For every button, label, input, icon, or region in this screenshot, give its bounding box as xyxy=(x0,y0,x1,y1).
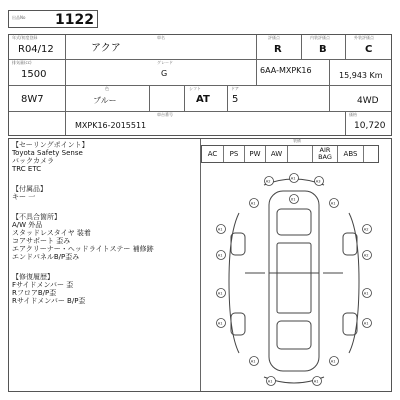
grade-value: G xyxy=(161,69,168,78)
transmission-value: AT xyxy=(196,94,210,105)
damage-mark-text: A1 xyxy=(363,321,369,326)
damage-mark-text: A1 xyxy=(217,227,223,232)
defect-item: エンドパネルB/P歪み xyxy=(12,253,80,261)
evaluation-label: 評価点 xyxy=(268,35,280,40)
repair-item: Fサイドメンバー 歪 xyxy=(12,281,74,289)
defect-item: エアクリーナー・ヘッドライトステー 補修跡 xyxy=(12,245,154,253)
mileage-value: 15,943 Km xyxy=(339,71,383,80)
year-label: 年式/初度登録 xyxy=(12,35,38,40)
accessories-title: 【付属品】 xyxy=(12,185,47,193)
defects-title: 【不具合箇所】 xyxy=(12,213,61,221)
sales-point: TRC ETC xyxy=(12,165,42,173)
interior-grade-label: 内装評価点 xyxy=(310,35,330,40)
equipment-ac: AC xyxy=(202,146,224,162)
chassis-label: 車台番号 xyxy=(157,112,173,117)
damage-mark-text: A1 xyxy=(217,321,223,326)
exterior-grade-value: C xyxy=(365,44,373,55)
lot-number: 1122 xyxy=(55,12,94,28)
chassis-value: MXPK16-2015511 xyxy=(75,121,147,130)
equipment-pw: PW xyxy=(245,146,266,162)
equipment-abs: ABS xyxy=(338,146,364,162)
defect-item: コアサポート 歪み xyxy=(12,237,71,245)
color-value: ブルー xyxy=(93,96,117,105)
price-label: 価格 xyxy=(349,112,357,117)
damage-mark-text: X1 xyxy=(290,197,296,202)
damage-mark-text: A1 xyxy=(330,201,336,206)
transmission-label: シフト xyxy=(189,86,201,91)
equipment-label: 装備 xyxy=(293,138,301,143)
equipment-ps: PS xyxy=(224,146,245,162)
damage-mark-text: A1 xyxy=(250,201,256,206)
accessory-item: キー 一 xyxy=(12,193,36,201)
sales-point: バックカメラ xyxy=(12,157,54,165)
defect-item: スタッドレスタイヤ 装着 xyxy=(12,229,91,237)
car-damage-diagram xyxy=(209,173,379,389)
equipment-airbag: AIR BAG xyxy=(312,146,338,162)
displacement-value: 1500 xyxy=(21,69,47,80)
exterior-grade-label: 外装評価点 xyxy=(354,35,374,40)
damage-mark-text: A1 xyxy=(217,253,223,258)
repair-item: RフロアB/P歪 xyxy=(12,289,57,297)
defect-item: A/W 外品 xyxy=(12,221,43,229)
grade-label: グレード xyxy=(157,60,173,65)
damage-mark-text: A1 xyxy=(267,379,273,384)
doors-label: ドア xyxy=(231,86,239,91)
damage-mark-text: A1 xyxy=(250,359,256,364)
repair-history-title: 【修復履歴】 xyxy=(12,273,54,281)
color-label: 色 xyxy=(105,86,109,91)
damage-mark-text: A2 xyxy=(265,179,271,184)
interior-grade-value: B xyxy=(319,44,327,55)
damage-mark-text: A1 xyxy=(217,291,223,296)
damage-mark-text: A3 xyxy=(315,179,321,184)
evaluation-value: R xyxy=(274,44,282,55)
equipment-row xyxy=(201,145,379,163)
damage-marks xyxy=(217,174,372,386)
lot-number-box xyxy=(8,10,98,28)
damage-mark-text: A1 xyxy=(313,379,319,384)
damage-mark-text: A2 xyxy=(363,227,369,232)
displacement-label: 排気量(cc) xyxy=(12,60,32,65)
shift-code-value: 8W7 xyxy=(21,94,44,105)
sales-point: Toyota Safety Sense xyxy=(12,149,83,157)
repair-item: Rサイドメンバー B/P歪 xyxy=(12,297,86,305)
damage-mark-text: A2 xyxy=(363,253,369,258)
year-value: R04/12 xyxy=(18,44,54,55)
sales-points-title: 【セーリングポイント】 xyxy=(12,141,89,149)
damage-mark-text: A1 xyxy=(290,176,296,181)
equipment-aw: AW xyxy=(266,146,288,162)
drive-value: 4WD xyxy=(357,96,379,106)
damage-mark-text: A1 xyxy=(330,359,336,364)
car-name-value: アクア xyxy=(91,43,121,54)
details-area xyxy=(8,138,392,392)
lot-number-label: 出品No xyxy=(12,15,26,20)
notes-column xyxy=(12,141,198,305)
price-value: 10,720 xyxy=(354,121,386,131)
vehicle-info-grid xyxy=(8,34,392,136)
doors-value: 5 xyxy=(232,94,239,105)
model-code-value: 6AA-MXPK16 xyxy=(260,66,312,75)
car-name-label: 車名 xyxy=(157,35,165,40)
damage-mark-text: A1 xyxy=(363,291,369,296)
